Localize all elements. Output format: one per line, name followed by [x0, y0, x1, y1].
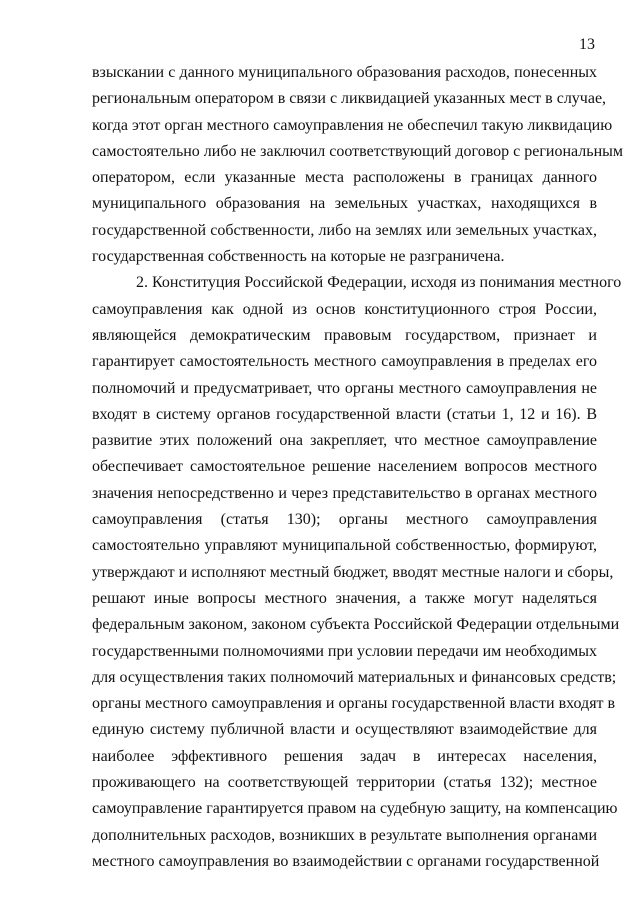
text-line: дополнительных расходов, возникших в результате выполнения органами [92, 826, 597, 844]
text-line: органы местного самоуправления и органы государственной власти входят в [92, 695, 616, 713]
text-line: федеральным законом, законом субъекта Российской Федерации отдельными [92, 616, 620, 634]
text-line: являющейся демократическим правовым государством, признает и [92, 326, 597, 344]
text-line: местного самоуправления во взаимодействии с органами государственной [92, 852, 600, 870]
text-line: единую систему публичной власти и осуществляют взаимодействие для [92, 721, 597, 739]
text-line: муниципального образования на земельных участках, находящихся в [92, 195, 597, 213]
text-line: наиболее эффективного решения задач в интересах населения, [92, 747, 597, 765]
text-line: самостоятельно управляют муниципальной собственностью, формируют, [92, 537, 597, 555]
text-line: значения непосредственно и через представительство в органах местного [92, 484, 597, 502]
text-line: утверждают и исполняют местный бюджет, вводят местные налоги и сборы, [92, 563, 614, 581]
text-line: взыскании с данного муниципального образования расходов, понесенных [92, 64, 597, 81]
text-line: когда этот орган местного самоуправления не обеспечил такую ликвидацию [92, 116, 613, 134]
text-line: государственная собственность на которые не разграничена. [92, 248, 505, 266]
text-line: развитие этих положений она закрепляет, что местное самоуправление [92, 432, 597, 450]
text-line: полномочий и предусматривает, что органы местного самоуправления не [92, 379, 597, 397]
text-line: государственными полномочиями при условии передачи им необходимых [92, 642, 597, 660]
text-line: обеспечивает самостоятельное решение населением вопросов местного [92, 458, 597, 476]
text-line: гарантирует самостоятельность местного самоуправления в пределах его [92, 353, 597, 371]
body-text [92, 60, 623, 875]
page-number: 13 [579, 36, 595, 53]
text-line: региональным оператором в связи с ликвидацией указанных мест в случае, [92, 90, 607, 108]
text-line: самоуправления как одной из основ конституционного строя России, [92, 300, 597, 318]
text-line: проживающего на соответствующей территории (статья 132); местное [92, 774, 597, 792]
text-line: 2. Конституция Российской Федерации, исходя из понимания местного [136, 274, 622, 292]
text-line: оператором, если указанные места расположены в границах данного [92, 169, 597, 187]
text-line: для осуществления таких полномочий материальных и финансовых средств; [92, 668, 617, 686]
text-line: решают иные вопросы местного значения, а также могут наделяться [92, 589, 597, 607]
text-line: входят в систему органов государственной власти (статьи 1, 12 и 16). В [92, 405, 597, 423]
text-line: самостоятельно либо не заключил соответствующий договор с региональным [92, 142, 623, 160]
text-line: самоуправления (статья 130); органы местного самоуправления [92, 511, 597, 529]
text-line: государственной собственности, либо на землях или земельных участках, [92, 221, 597, 239]
text-line: самоуправление гарантируется правом на судебную защиту, на компенсацию [92, 800, 618, 818]
